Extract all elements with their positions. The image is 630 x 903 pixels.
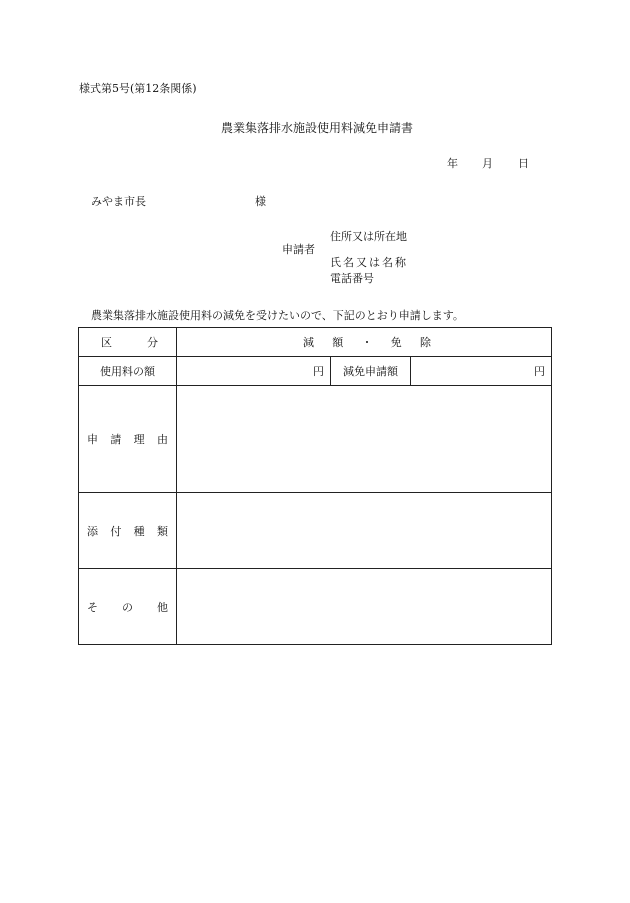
- applicant-phone-label: 電話番号: [330, 272, 374, 285]
- applicant-label: 申請者: [282, 243, 315, 256]
- other-label-cell: [79, 569, 177, 645]
- applicant-name-label: 氏名又は名称: [330, 256, 408, 269]
- category-value-char: 除: [420, 336, 431, 349]
- other-label-char: の: [122, 600, 133, 614]
- date-year: 年: [447, 157, 458, 170]
- category-label-char: 区: [101, 336, 112, 349]
- other-input[interactable]: [177, 569, 552, 645]
- category-label-char: 分: [147, 336, 158, 349]
- reason-label-char: 請: [110, 433, 122, 446]
- attachments-label-char: 種: [133, 524, 145, 538]
- date-line: [447, 155, 529, 171]
- attachments-label-char: 添: [87, 524, 98, 538]
- category-value-char: 額: [332, 336, 344, 349]
- application-table: [78, 327, 552, 645]
- other-label-char: そ: [87, 600, 98, 614]
- addressee-honorific: 様: [255, 195, 266, 208]
- attachments-label-char: 付: [110, 524, 122, 538]
- reduction-input[interactable]: [411, 357, 552, 386]
- category-label-cell: [79, 328, 177, 357]
- reason-label-cell: [79, 386, 177, 493]
- attachments-label-cell: [79, 493, 177, 569]
- intro-text: 農業集落排水施設使用料の減免を受けたいので、下記のとおり申請します。: [91, 309, 464, 322]
- applicant-address-label: 住所又は所在地: [330, 230, 407, 243]
- reduction-label: 減免申請額: [331, 357, 411, 386]
- attachments-row: [79, 493, 552, 569]
- category-row: [79, 328, 552, 357]
- fee-label: 使用料の額: [79, 357, 177, 386]
- fee-unit: 円: [313, 365, 324, 378]
- attachments-input[interactable]: [177, 493, 552, 569]
- reason-row: [79, 386, 552, 493]
- category-value-char: ・: [361, 336, 373, 349]
- document-title: 農業集落排水施設使用料減免申請書: [221, 121, 414, 135]
- reason-input[interactable]: [177, 386, 552, 493]
- fee-row: [79, 357, 552, 386]
- category-value-char: 減: [303, 336, 314, 349]
- fee-input[interactable]: [177, 357, 331, 386]
- reason-label-char: 理: [133, 433, 145, 446]
- category-value-cell: [177, 328, 552, 357]
- reduction-unit: 円: [534, 365, 546, 378]
- attachments-label-char: 類: [156, 524, 168, 538]
- category-value-char: 免: [390, 336, 402, 349]
- date-day: 日: [518, 157, 529, 170]
- reason-label-char: 由: [156, 433, 168, 446]
- addressee-name: みやま市長: [91, 195, 146, 208]
- other-label-char: 他: [157, 600, 168, 614]
- date-month: 月: [482, 157, 493, 170]
- reason-label-char: 申: [87, 433, 98, 446]
- other-row: [79, 569, 552, 645]
- form-number: 様式第5号(第12条関係): [79, 82, 197, 95]
